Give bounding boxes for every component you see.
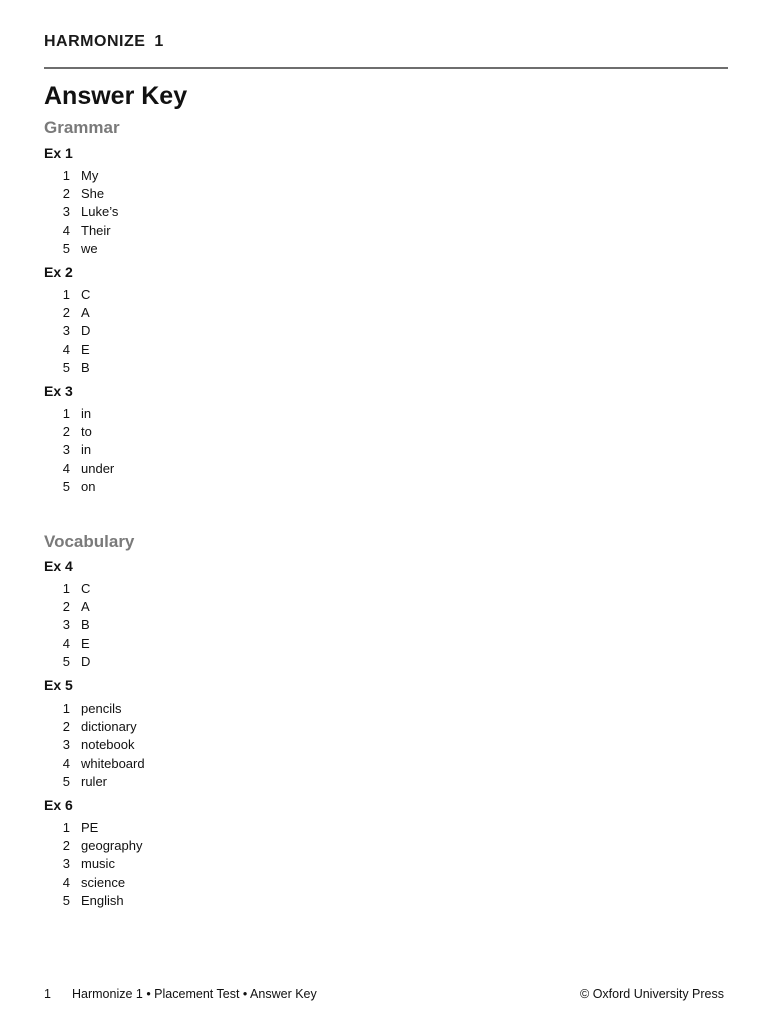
footer-copyright: © Oxford University Press [580,987,724,1001]
exercise-title-ex4: Ex 4 [44,558,73,574]
answer-list-ex3 [54,405,114,496]
list-item: 1 in [62,406,92,421]
exercise-title-ex1: Ex 1 [44,145,73,161]
section-title-vocabulary: Vocabulary [44,532,135,551]
exercise-title-ex5: Ex 5 [44,677,73,693]
list-item: 2 A [62,599,90,615]
list-item: 4 under [62,460,115,476]
list-item: 4 science [62,874,126,890]
page-title: Answer Key [44,82,188,110]
list-item: 1 pencils [62,701,122,716]
list-item: 1 C [62,581,91,596]
logo-level: 1 [154,33,164,50]
list-item: 1 PE [62,820,99,835]
list-item: 3 music [62,856,115,872]
exercise-title-ex3: Ex 3 [44,383,73,399]
list-item: 2 to [62,424,92,440]
list-item: 5 B [62,359,90,375]
section-title-grammar: Grammar [44,118,120,137]
list-item: 5 English [62,892,124,908]
list-item: 2 geography [62,838,143,854]
list-item: 4 E [62,341,90,357]
answer-list-ex5 [54,700,145,791]
list-item: 4 E [62,635,90,651]
exercise-title-ex2: Ex 2 [44,264,73,280]
list-item: 3 Luke’s [62,204,119,220]
list-item: 5 ruler [62,773,108,789]
list-item: 4 Their [62,222,111,238]
list-item: 5 we [62,240,98,256]
logo-brand: HARMONIZE [44,33,146,50]
answer-list-ex2 [54,286,90,377]
list-item: 3 D [62,323,91,339]
answer-list-ex6 [54,819,142,910]
footer-doc-title: Harmonize 1 • Placement Test • Answer Key [72,987,317,1001]
list-item: 2 A [62,305,90,321]
list-item: 5 on [62,478,96,494]
list-item: 5 D [62,653,91,669]
list-item: 4 whiteboard [62,755,145,771]
answer-list-ex1 [54,167,118,258]
list-item: 2 She [62,186,105,202]
answer-list-ex4 [54,580,90,671]
footer-page-number: 1 [44,987,51,1001]
logo [44,33,164,51]
list-item: 2 dictionary [62,719,137,735]
header [44,33,164,51]
header-divider [44,67,728,69]
list-item: 1 My [62,168,99,183]
list-item: 1 C [62,287,91,302]
exercise-title-ex6: Ex 6 [44,797,73,813]
list-item: 3 in [62,442,92,458]
list-item: 3 B [62,617,90,633]
list-item: 3 notebook [62,737,135,753]
